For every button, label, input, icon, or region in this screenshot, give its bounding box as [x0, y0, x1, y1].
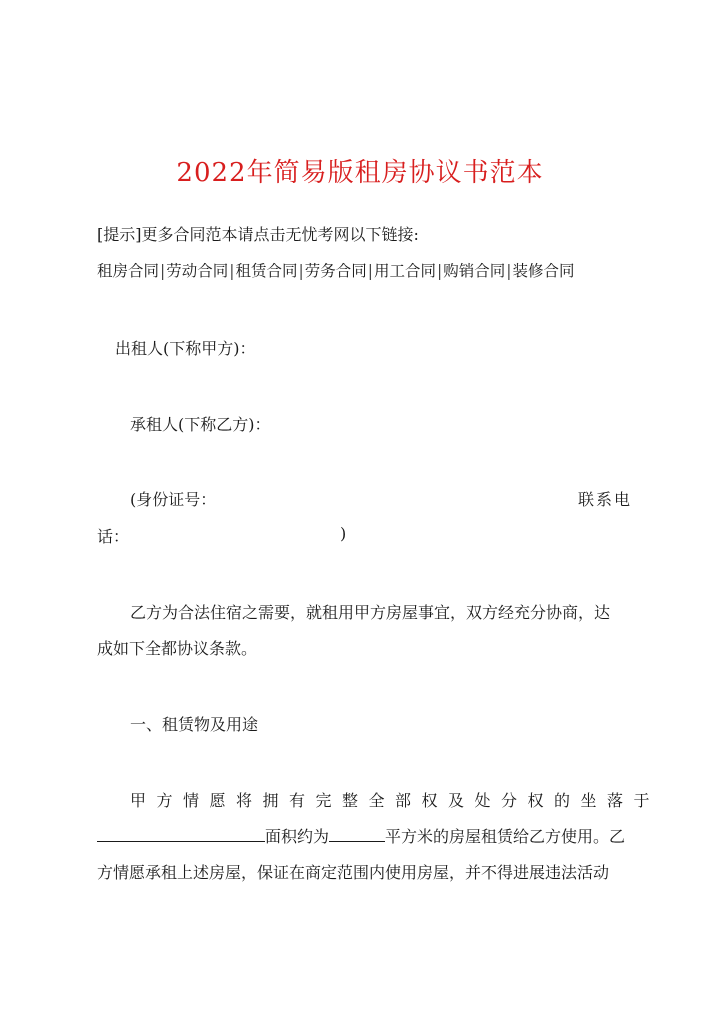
link-separator: |	[160, 262, 166, 280]
phone-label-part1: 联系电	[578, 490, 633, 509]
tip-text: [提示]更多合同范本请点击无忧考网以下链接:	[97, 225, 419, 244]
link-lease-contract[interactable]: 租赁合同	[235, 262, 298, 280]
area-label: 面积约为	[265, 827, 330, 846]
link-decoration-contract[interactable]: 装修合同	[512, 262, 575, 280]
link-separator: |	[229, 262, 235, 280]
link-purchase-contract[interactable]: 购销合同	[443, 262, 506, 280]
link-separator: |	[298, 262, 304, 280]
id-number-label: (身份证号：	[130, 490, 217, 509]
contract-links-row	[97, 259, 575, 281]
address-blank[interactable]	[97, 825, 265, 842]
area-blank[interactable]	[329, 825, 385, 842]
area-unit-text: 平方米的房屋租赁给乙方使用。乙	[385, 827, 626, 846]
link-labor-contract[interactable]: 劳动合同	[166, 262, 229, 280]
link-service-contract[interactable]: 劳务合同	[304, 262, 367, 280]
intro-line-1: 乙方为合法住宿之需要，就租用甲方房屋事宜，双方经充分协商，达	[130, 603, 611, 622]
link-rental-contract[interactable]: 租房合同	[97, 262, 160, 280]
section1-line-1: 甲方情愿将拥有完整全部权及处分权的坐落于	[130, 791, 661, 810]
link-separator: |	[506, 262, 512, 280]
intro-line-2: 成如下全都协议条款。	[97, 639, 258, 658]
link-separator: |	[367, 262, 373, 280]
section1-heading: 一、租赁物及用途	[130, 715, 259, 734]
close-paren: )	[340, 524, 347, 543]
lessee-label: 承租人(下称乙方)：	[130, 415, 271, 434]
link-employment-contract[interactable]: 用工合同	[374, 262, 437, 280]
lessor-label: 出租人(下称甲方)：	[115, 339, 256, 358]
phone-label-part2: 话：	[97, 527, 130, 546]
document-title: 2022年简易版租房协议书范本	[176, 158, 544, 188]
section1-line-3: 方情愿承租上述房屋，保证在商定范围内使用房屋，并不得进展违法活动	[97, 863, 610, 882]
section1-line-2	[97, 824, 625, 847]
link-separator: |	[437, 262, 443, 280]
